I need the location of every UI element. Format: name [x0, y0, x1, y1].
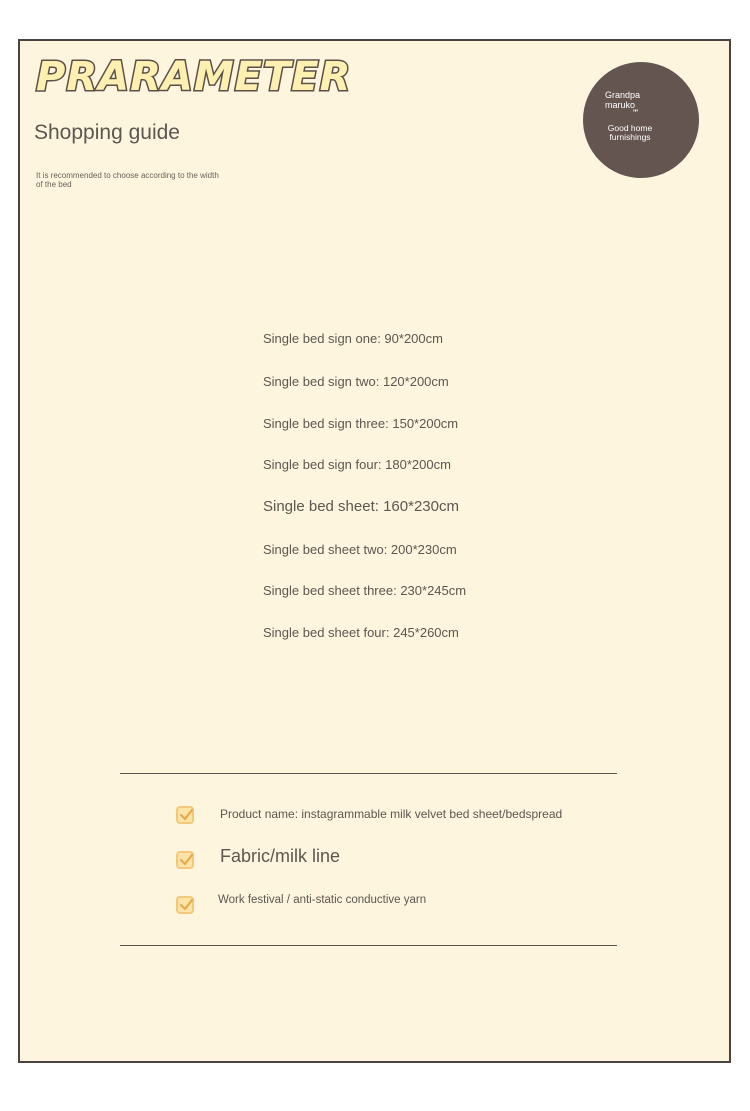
size-item: Single bed sign one: 90*200cm [263, 331, 443, 346]
brand-tagline: Good home furnishings [607, 123, 653, 142]
divider-bottom [120, 945, 617, 946]
size-item: Single bed sign two: 120*200cm [263, 374, 449, 389]
page-title: PRARAMETER [36, 54, 352, 100]
size-item: Single bed sheet two: 200*230cm [263, 542, 457, 557]
feature-product-name: Product name: instagrammable milk velvet bed sheet/bedspread [220, 807, 563, 821]
check-icon [176, 806, 194, 824]
parameter-card [18, 39, 731, 1063]
brand-badge [583, 62, 699, 178]
shopping-guide-heading: Shopping guide [34, 121, 180, 144]
recommendation-note: It is recommended to choose according to the width of the bed [36, 171, 219, 189]
divider-top [120, 773, 617, 774]
check-icon [176, 896, 194, 914]
feature-fabric: Fabric/milk line [220, 846, 341, 866]
feature-work-festival: Work festival / anti-static conductive yarn [218, 894, 427, 906]
check-icon [176, 851, 194, 869]
quote-mark: ”” [633, 108, 637, 118]
size-item: Single bed sign three: 150*200cm [263, 416, 459, 431]
size-item: Single bed sheet three: 230*245cm [263, 583, 467, 598]
size-item: Single bed sign four: 180*200cm [263, 457, 451, 472]
brand-name: Grandpa maruko [605, 90, 641, 110]
size-item: Single bed sheet four: 245*260cm [263, 625, 459, 640]
size-item: Single bed sheet: 160*230cm [263, 498, 459, 515]
